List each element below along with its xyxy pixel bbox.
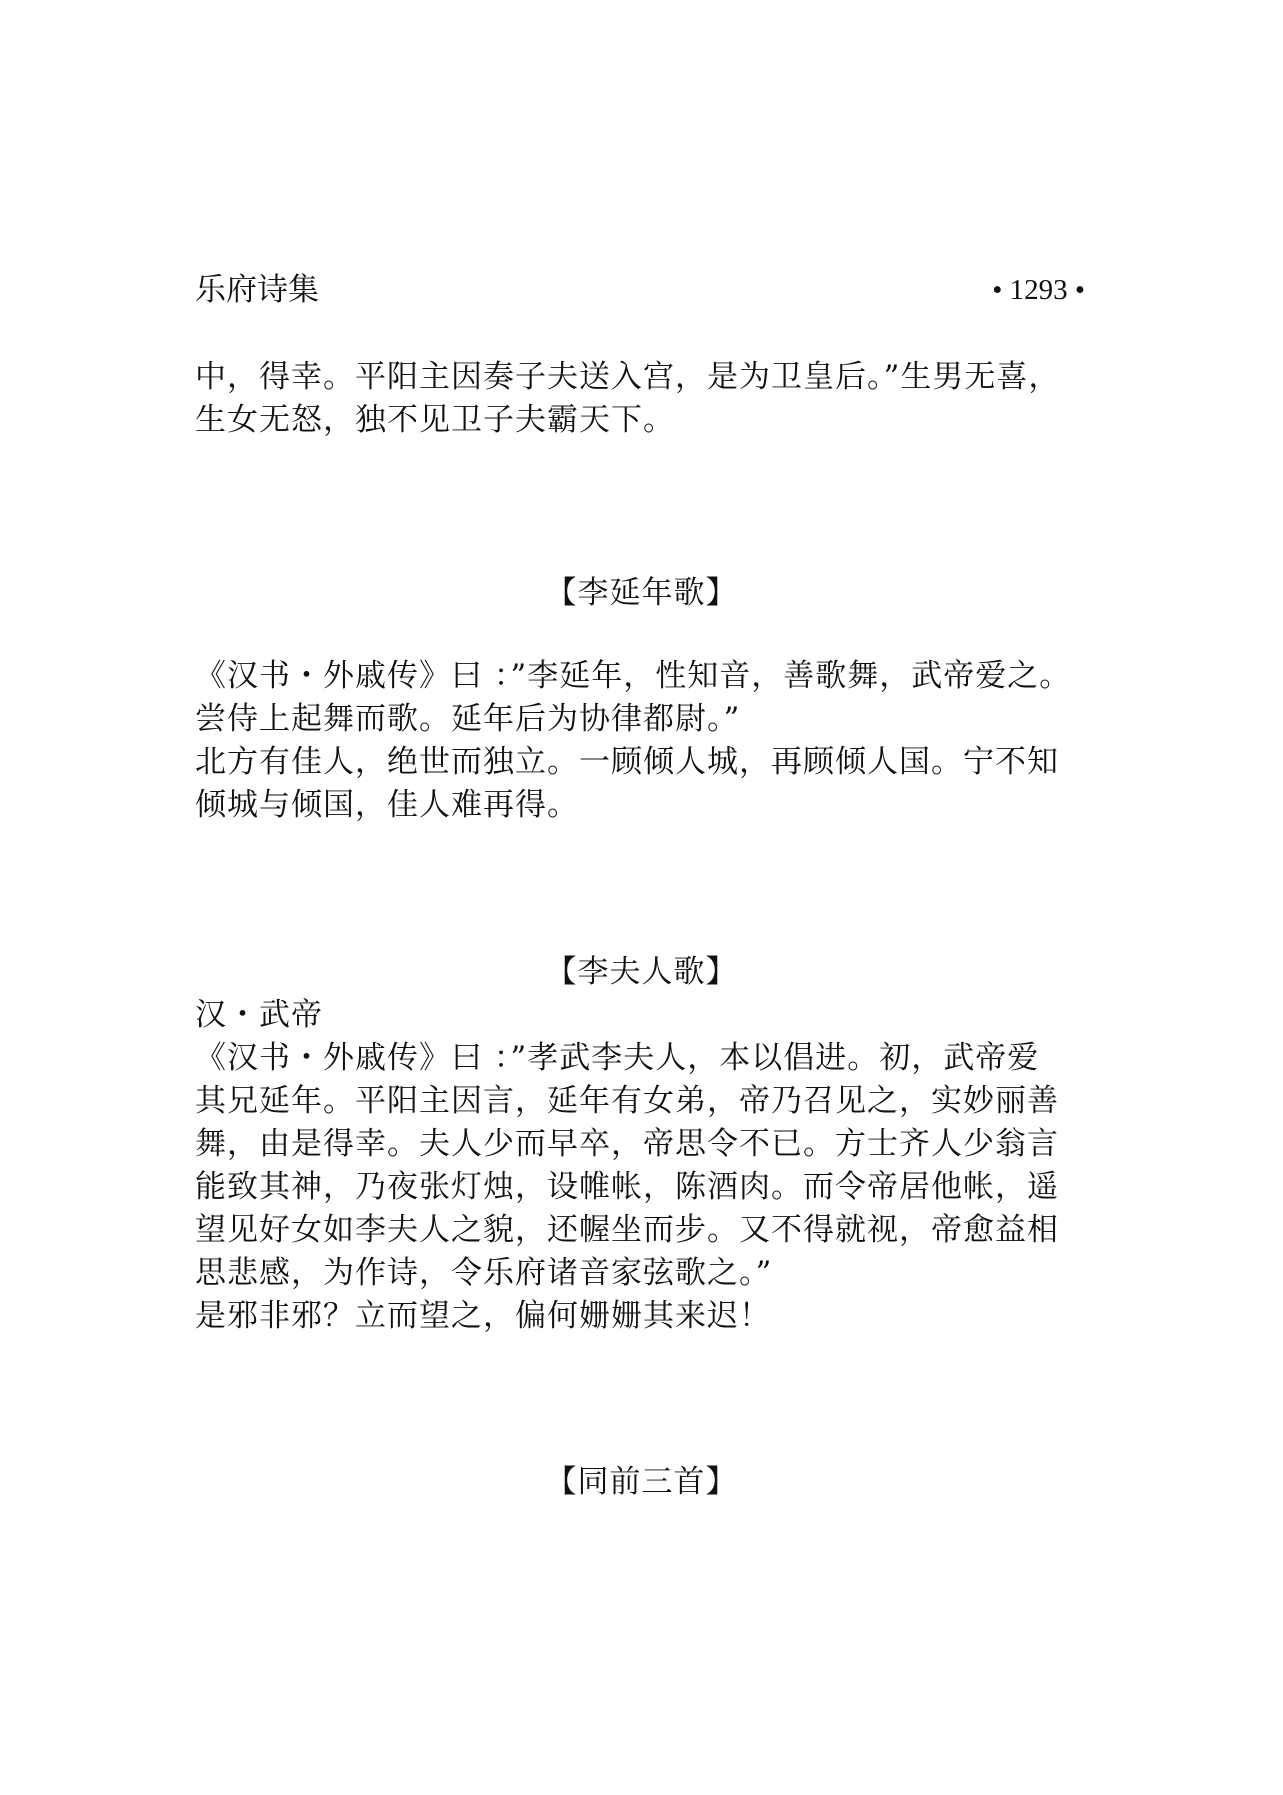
page-number: • 1293 •	[992, 274, 1085, 306]
section-heading-li-furen-ge: 【李夫人歌】	[545, 954, 738, 990]
poem-line: 是邪非邪？立而望之，偏何姗姗其来迟！	[195, 1298, 771, 1334]
section-heading-li-yannian-ge: 【李延年歌】	[545, 575, 738, 611]
text-line: 《汉书・外戚传》曰 ：”李延年，性知音，善歌舞，武帝爱之。	[195, 658, 1072, 694]
text-line: 中，得幸。平阳主因奏子夫送入宫，是为卫皇后。”生男无喜，	[195, 359, 1061, 395]
book-title: 乐府诗集	[195, 272, 319, 308]
text-line: 尝侍上起舞而歌。延年后为协律都尉。”	[195, 701, 741, 737]
section-body-li-furen-ge	[195, 994, 1115, 1338]
text-line: 生女无怒，独不见卫子夫霸天下。	[195, 402, 675, 438]
section-heading-tong-qian-san-shou: 【同前三首】	[545, 1464, 738, 1500]
page-header	[195, 268, 1085, 312]
text-line: 其兄延年。平阳主因言，延年有女弟，帝乃召见之，实妙丽善	[195, 1083, 1059, 1119]
poem-line: 倾城与倾国，佳人难再得。	[195, 787, 579, 823]
poem-line: 北方有佳人，绝世而独立。一顾倾人城，再顾倾人国。宁不知	[195, 744, 1059, 780]
text-line: 思悲感，为作诗，令乐府诸音家弦歌之。”	[195, 1255, 773, 1291]
text-line: 能致其神，乃夜张灯烛，设帷帐，陈酒肉。而令帝居他帐，遥	[195, 1169, 1059, 1205]
continuation-paragraph	[195, 356, 1115, 442]
text-line: 《汉书・外戚传》曰 ：”孝武李夫人，本以倡进。初，武帝爱	[195, 1040, 1040, 1076]
text-line: 舞，由是得幸。夫人少而早卒，帝思令不已。方士齐人少翁言	[195, 1126, 1059, 1162]
author-line: 汉・武帝	[195, 997, 323, 1033]
section-body-li-yannian-ge	[195, 655, 1115, 827]
text-line: 望见好女如李夫人之貌，还幄坐而步。又不得就视，帝愈益相	[195, 1212, 1059, 1248]
